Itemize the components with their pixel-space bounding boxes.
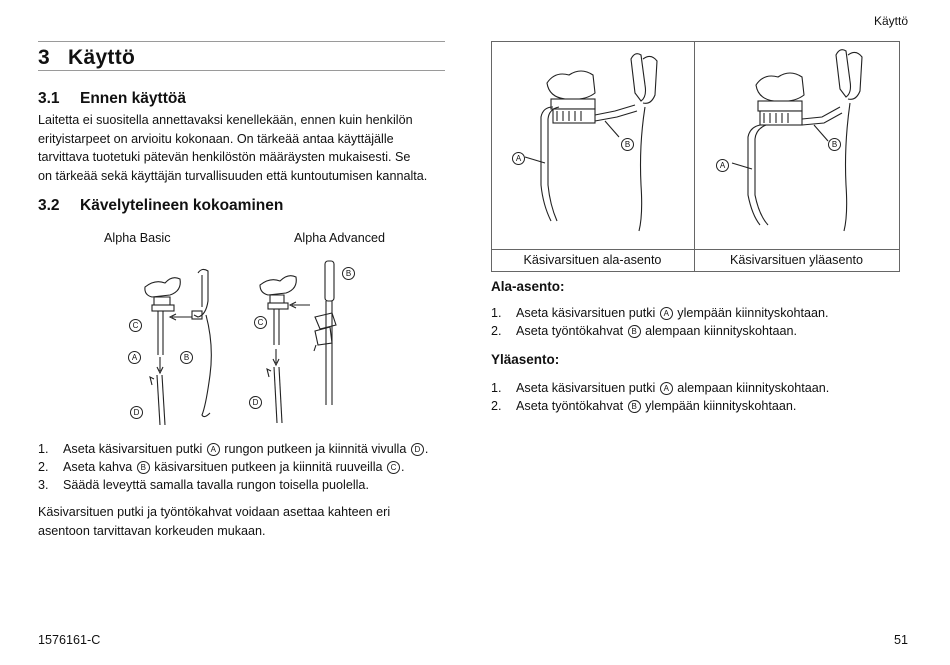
- section-heading-3-2: [38, 197, 283, 215]
- text-run: Aseta kahva: [63, 460, 136, 474]
- list-item: [491, 324, 891, 342]
- marker-a: A: [207, 443, 220, 456]
- figure-divider-vertical: [694, 41, 695, 271]
- caption-high-position: Käsivarsituen yläasento: [729, 253, 863, 267]
- callout-a-basic: A: [128, 351, 141, 364]
- chapter-title: [38, 46, 135, 70]
- marker-c: C: [387, 461, 400, 474]
- list-text: [63, 460, 405, 474]
- marker-d: D: [411, 443, 424, 456]
- text-run: alempaan kiinnityskohtaan.: [673, 381, 830, 395]
- ylaasento-heading: Yläasento:: [491, 352, 560, 367]
- text-run: .: [424, 442, 429, 456]
- paragraph-line: tarvittava tuotetuki pätevän henkilöstön määräysten mukaisesti. Se: [38, 150, 411, 165]
- list-item: [38, 478, 448, 496]
- text-run: Aseta työntökahvat: [516, 399, 627, 413]
- text-run: rungon putkeen ja kiinnitä vivulla: [220, 442, 410, 456]
- callout-b-advanced: B: [342, 267, 355, 280]
- footer-page-number: 51: [893, 633, 908, 647]
- paragraph-line: on tärkeää sekä käyttäjän turvallisuuden että kuntoutumisen kannalta.: [38, 168, 428, 183]
- callout-c-basic: C: [129, 319, 142, 332]
- list-number: 1.: [491, 381, 502, 395]
- caption-low-position: Käsivarsituen ala-asento: [523, 253, 662, 267]
- alpha-advanced-drawing: [260, 261, 336, 423]
- marker-a: A: [660, 382, 673, 395]
- footer-doc-code: 1576161-C: [38, 633, 101, 647]
- text-run: Aseta käsivarsituen putki: [516, 381, 659, 395]
- list-item: [491, 399, 891, 417]
- list-text: Säädä leveyttä samalla tavalla rungon toisella puolella.: [63, 478, 369, 492]
- callout-b-basic: B: [180, 351, 193, 364]
- high-position-drawing: [698, 45, 894, 247]
- list-item: [38, 442, 448, 460]
- paragraph-line: Laitetta ei suositella annettavaksi kenellekään, ennen kuin henkilön: [38, 113, 413, 127]
- assembly-illustration: [110, 255, 370, 425]
- chapter-title-text: Käyttö: [68, 46, 136, 69]
- text-run: ylempään kiinnityskohtaan.: [673, 306, 829, 320]
- chapter-number: 3: [38, 46, 50, 69]
- list-number: 2.: [491, 324, 502, 338]
- running-header: Käyttö: [873, 14, 908, 28]
- section-number: 3.1: [38, 90, 60, 107]
- marker-a: A: [660, 307, 673, 320]
- callout-a-high: A: [716, 159, 729, 172]
- list-number: 3.: [38, 478, 49, 492]
- text-run: alempaan kiinnityskohtaan.: [641, 324, 798, 338]
- chapter-rule-top: [38, 41, 445, 42]
- paragraph-line: asentoon tarvittavan korkeuden mukaan.: [38, 523, 266, 538]
- callout-b-low: B: [621, 138, 634, 151]
- list-text: [516, 399, 796, 413]
- marker-b: B: [628, 325, 641, 338]
- figure-label-alpha-advanced: Alpha Advanced: [294, 231, 386, 245]
- alpha-basic-drawing: [145, 269, 211, 425]
- marker-b: B: [628, 400, 641, 413]
- paragraph-line: Käsivarsituen putki ja työntökahvat voidaan asettaa kahteen eri: [38, 505, 391, 519]
- low-position-drawing: [495, 45, 691, 247]
- text-run: Aseta käsivarsituen putki: [516, 306, 659, 320]
- list-text: [516, 306, 829, 320]
- callout-b-high: B: [828, 138, 841, 151]
- section-heading-3-1: [38, 90, 186, 108]
- list-number: 1.: [38, 442, 49, 456]
- text-run: Aseta käsivarsituen putki: [63, 442, 206, 456]
- list-item: [38, 460, 448, 478]
- section-title: Kävelytelineen kokoaminen: [80, 197, 284, 214]
- callout-a-low: A: [512, 152, 525, 165]
- list-number: 1.: [491, 306, 502, 320]
- marker-b: B: [137, 461, 150, 474]
- section-3-2-note: [38, 503, 390, 540]
- paragraph-line: erityistarpeet on arvioitu kokonaan. On tärkeää antaa käyttäjälle: [38, 131, 394, 146]
- callout-d-basic: D: [130, 406, 143, 419]
- list-number: 2.: [491, 399, 502, 413]
- chapter-rule-bottom: [38, 70, 445, 71]
- section-title: Ennen käyttöä: [80, 90, 186, 107]
- figure-label-alpha-basic: Alpha Basic: [104, 231, 171, 245]
- list-item: [491, 381, 891, 399]
- text-run: käsivarsituen putkeen ja kiinnitä ruuveilla: [150, 460, 387, 474]
- text-run: ylempään kiinnityskohtaan.: [641, 399, 797, 413]
- section-3-1-paragraph: [38, 111, 427, 185]
- section-number: 3.2: [38, 197, 60, 214]
- ala-asento-heading: Ala-asento:: [491, 279, 565, 294]
- list-text: [516, 381, 829, 395]
- list-text: [63, 442, 428, 456]
- text-run: Aseta työntökahvat: [516, 324, 627, 338]
- list-text: [516, 324, 797, 338]
- list-item: [491, 306, 891, 324]
- callout-d-advanced: D: [249, 396, 262, 409]
- callout-c-advanced: C: [254, 316, 267, 329]
- figure-divider-horizontal: [491, 249, 899, 250]
- list-number: 2.: [38, 460, 49, 474]
- text-run: .: [401, 460, 405, 474]
